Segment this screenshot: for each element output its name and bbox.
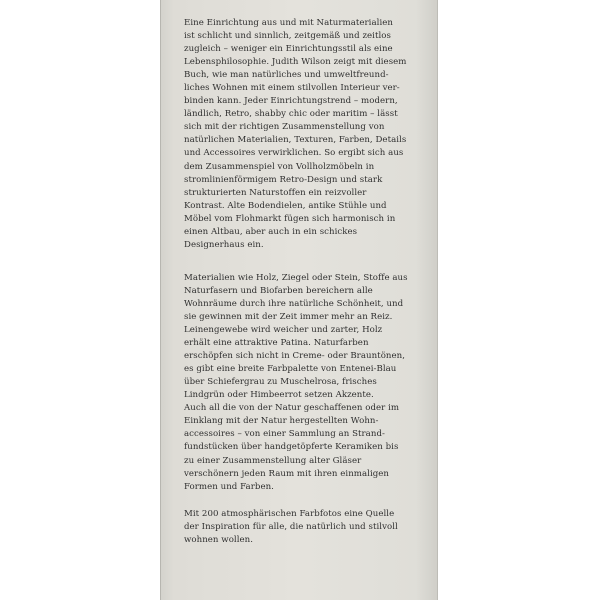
text-line: liches Wohnen mit einem stilvollen Interieur ver-: [184, 83, 400, 94]
text-line: sich mit der richtigen Zusammenstellung von: [184, 122, 385, 133]
paragraph-1: [184, 17, 422, 252]
text-line: sie gewinnen mit der Zeit immer mehr an Reiz.: [184, 311, 393, 322]
text-line: Leinengewebe wird weicher und zarter, Holz: [184, 325, 383, 336]
text-line: Formen und Farben.: [184, 481, 274, 492]
text-line: ist schlicht und sinnlich, zeitgemäß und zeitlos: [184, 31, 391, 42]
text-line: zugleich – weniger ein Einrichtungsstil als eine: [184, 44, 393, 55]
paragraph-2: [184, 272, 422, 494]
text-line: der Inspiration für alle, die natürlich und stilvoll: [184, 521, 398, 532]
text-line: Lindgrün oder Himbeerrot setzen Akzente.: [184, 390, 374, 401]
text-line: ländlich, Retro, shabby chic oder maritim – lässt: [184, 109, 398, 120]
text-line: Wohnräume durch ihre natürliche Schönheit, und: [184, 298, 404, 309]
text-line: und Accessoires verwirklichen. So ergibt sich aus: [184, 148, 404, 159]
text-line: erhält eine attraktive Patina. Naturfarben: [184, 338, 369, 349]
text-line: erschöpfen sich nicht in Creme- oder Brauntönen,: [184, 351, 405, 362]
text-line: über Schiefergrau zu Muschelrosa, frisches: [184, 377, 377, 388]
text-line: fundstücken über handgetöpferte Keramiken bis: [184, 442, 399, 453]
text-line: verschönern jeden Raum mit ihren einmaligen: [184, 468, 390, 479]
text-line: Auch all die von der Natur geschaffenen oder im: [184, 403, 400, 414]
text-line: zu einer Zusammenstellung alter Gläser: [184, 455, 362, 466]
text-line: wohnen wollen.: [184, 534, 254, 545]
text-line: natürlichen Materialien, Texturen, Farben, Details: [184, 135, 407, 146]
text-line: Buch, wie man natürliches und umweltfreund-: [184, 70, 389, 81]
text-line: es gibt eine breite Farbpalette von Entenei-Blau: [184, 364, 397, 375]
text-line: Kontrast. Alte Bodendielen, antike Stühle und: [184, 200, 387, 211]
text-line: Möbel vom Flohmarkt fügen sich harmonisch in: [184, 213, 396, 224]
text-line: stromlinienförmigem Retro-Design und stark: [184, 174, 383, 185]
text-line: einen Altbau, aber auch in ein schickes: [184, 226, 358, 237]
text-line: accessoires – von einer Sammlung an Strand-: [184, 429, 385, 440]
text-line: dem Zusammenspiel von Vollholzmöbeln in: [184, 161, 375, 172]
text-line: Mit 200 atmosphärischen Farbfotos eine Quelle: [184, 508, 395, 519]
text-line: Eine Einrichtung aus und mit Naturmaterialien: [184, 18, 393, 28]
text-line: Designerhaus ein.: [184, 239, 264, 250]
flap-text: [184, 17, 422, 547]
text-line: Materialien wie Holz, Ziegel oder Stein, Stoffe aus: [184, 272, 408, 283]
paragraph-3: [184, 508, 422, 547]
text-line: strukturierten Naturstoffen ein reizvoller: [184, 187, 367, 198]
text-line: Einklang mit der Natur hergestellten Wohn-: [184, 416, 379, 427]
text-line: Lebensphilosophie. Judith Wilson zeigt mit diesem: [184, 57, 407, 68]
text-line: binden kann. Jeder Einrichtungstrend – modern,: [184, 96, 398, 107]
text-line: Naturfasern und Biofarben bereichern alle: [184, 285, 373, 296]
